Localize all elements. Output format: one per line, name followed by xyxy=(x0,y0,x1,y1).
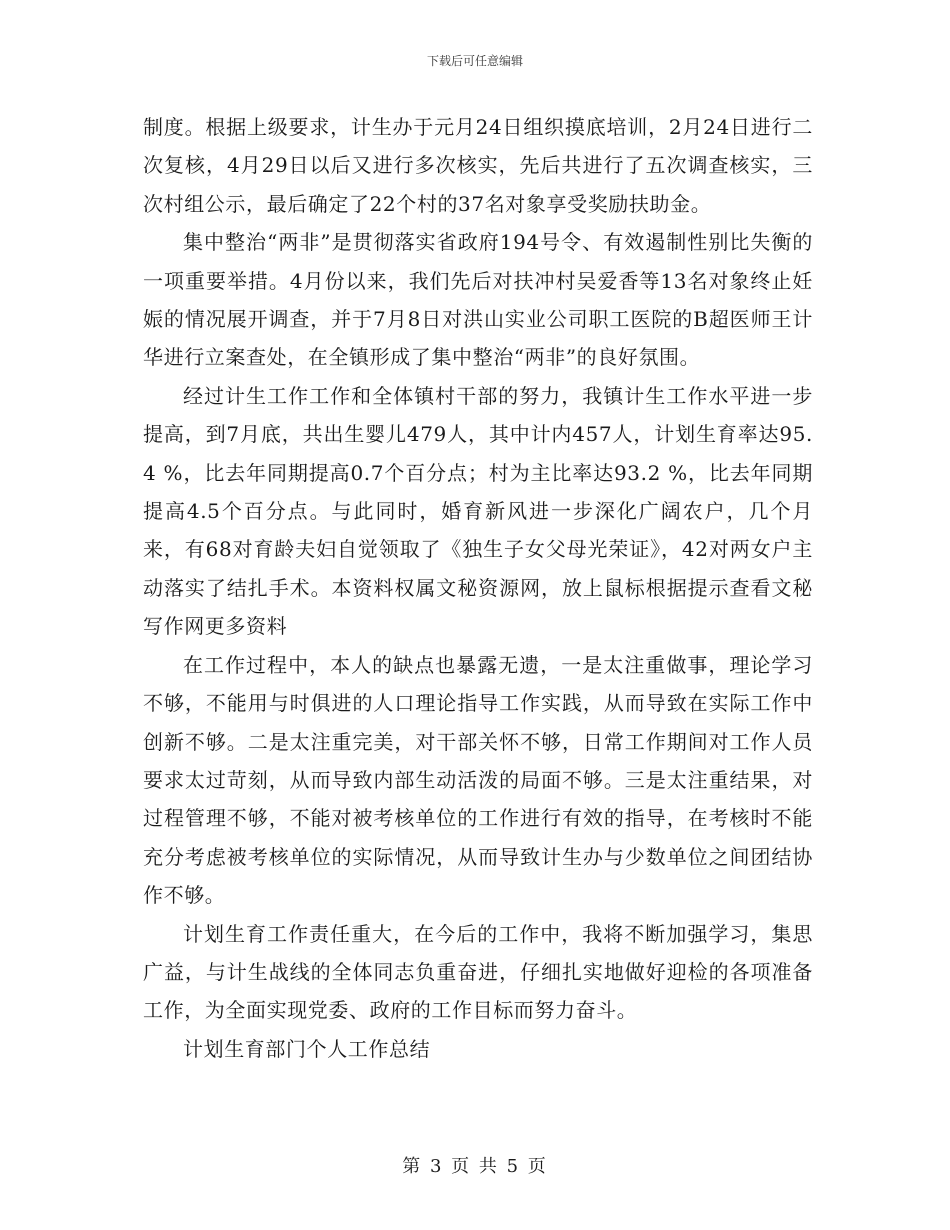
document-title-line: 计划生育部门个人工作总结 xyxy=(183,1036,431,1061)
page-header: 下载后可任意编辑 xyxy=(426,54,523,68)
paragraph: 在工作过程中，本人的缺点也暴露无遗，一是太注重做事，理论学习不够，不能用与时俱进的人口理论指导工作实践，从而导致在实际工作中创新不够。二是太注重完美，对干部关怀不够，日常工作期间对工作人员要求太过苛刻，从而导致内部生动活泼的局面不够。三是太注重结果，对过程管理不够，不能对被考核单位的工作进行有效的指导，在考核时不能充分考虑被考核单位的实际情况，从而导致计生办与少数单位之间团结协作不够。 xyxy=(143,652,813,908)
paragraph: 制度。根据上级要求，计生办于元月24日组织摸底培训，2月24日进行二次复核，4月29日以后又进行多次核实，先后共进行了五次调查核实，三次村组公示，最后确定了22个村的37名对象享受奖励扶助金。 xyxy=(143,115,813,216)
paragraph: 集中整治“两非”是贯彻落实省政府194号令、有效遏制性别比失衡的一项重要举措。4月份以来，我们先后对扶冲村吴爱香等13名对象终止妊娠的情况展开调查，并于7月8日对洪山实业公司职工医院的B超医师王计华进行立案查处，在全镇形成了集中整治“两非”的良好氛围。 xyxy=(143,230,813,370)
document-body xyxy=(143,108,813,1068)
page-number-footer: 第 3 页 共 5 页 xyxy=(402,1156,548,1177)
paragraph: 计划生育工作责任重大，在今后的工作中，我将不断加强学习，集思广益，与计生战线的全体同志负重奋进，仔细扎实地做好迎检的各项准备工作，为全面实现党委、政府的工作目标而努力奋斗。 xyxy=(143,921,813,1023)
paragraph: 经过计生工作工作和全体镇村干部的努力，我镇计生工作水平进一步提高，到7月底，共出生婴儿479人，其中计内457人，计划生育率达95.4 %，比去年同期提高0.7个百分点；村为主比率达93.2 %，比去年同期提高4.5个百分点。与此同时，婚育新风进一步深化广阔农户，几个月来，有68对育龄夫妇自觉领取了《独生子女父母光荣证》，42对两女户主动落实了结扎手术。本资料权属文秘资源网，放上鼠标根据提示查看文秘写作网更多资料 xyxy=(143,383,813,639)
